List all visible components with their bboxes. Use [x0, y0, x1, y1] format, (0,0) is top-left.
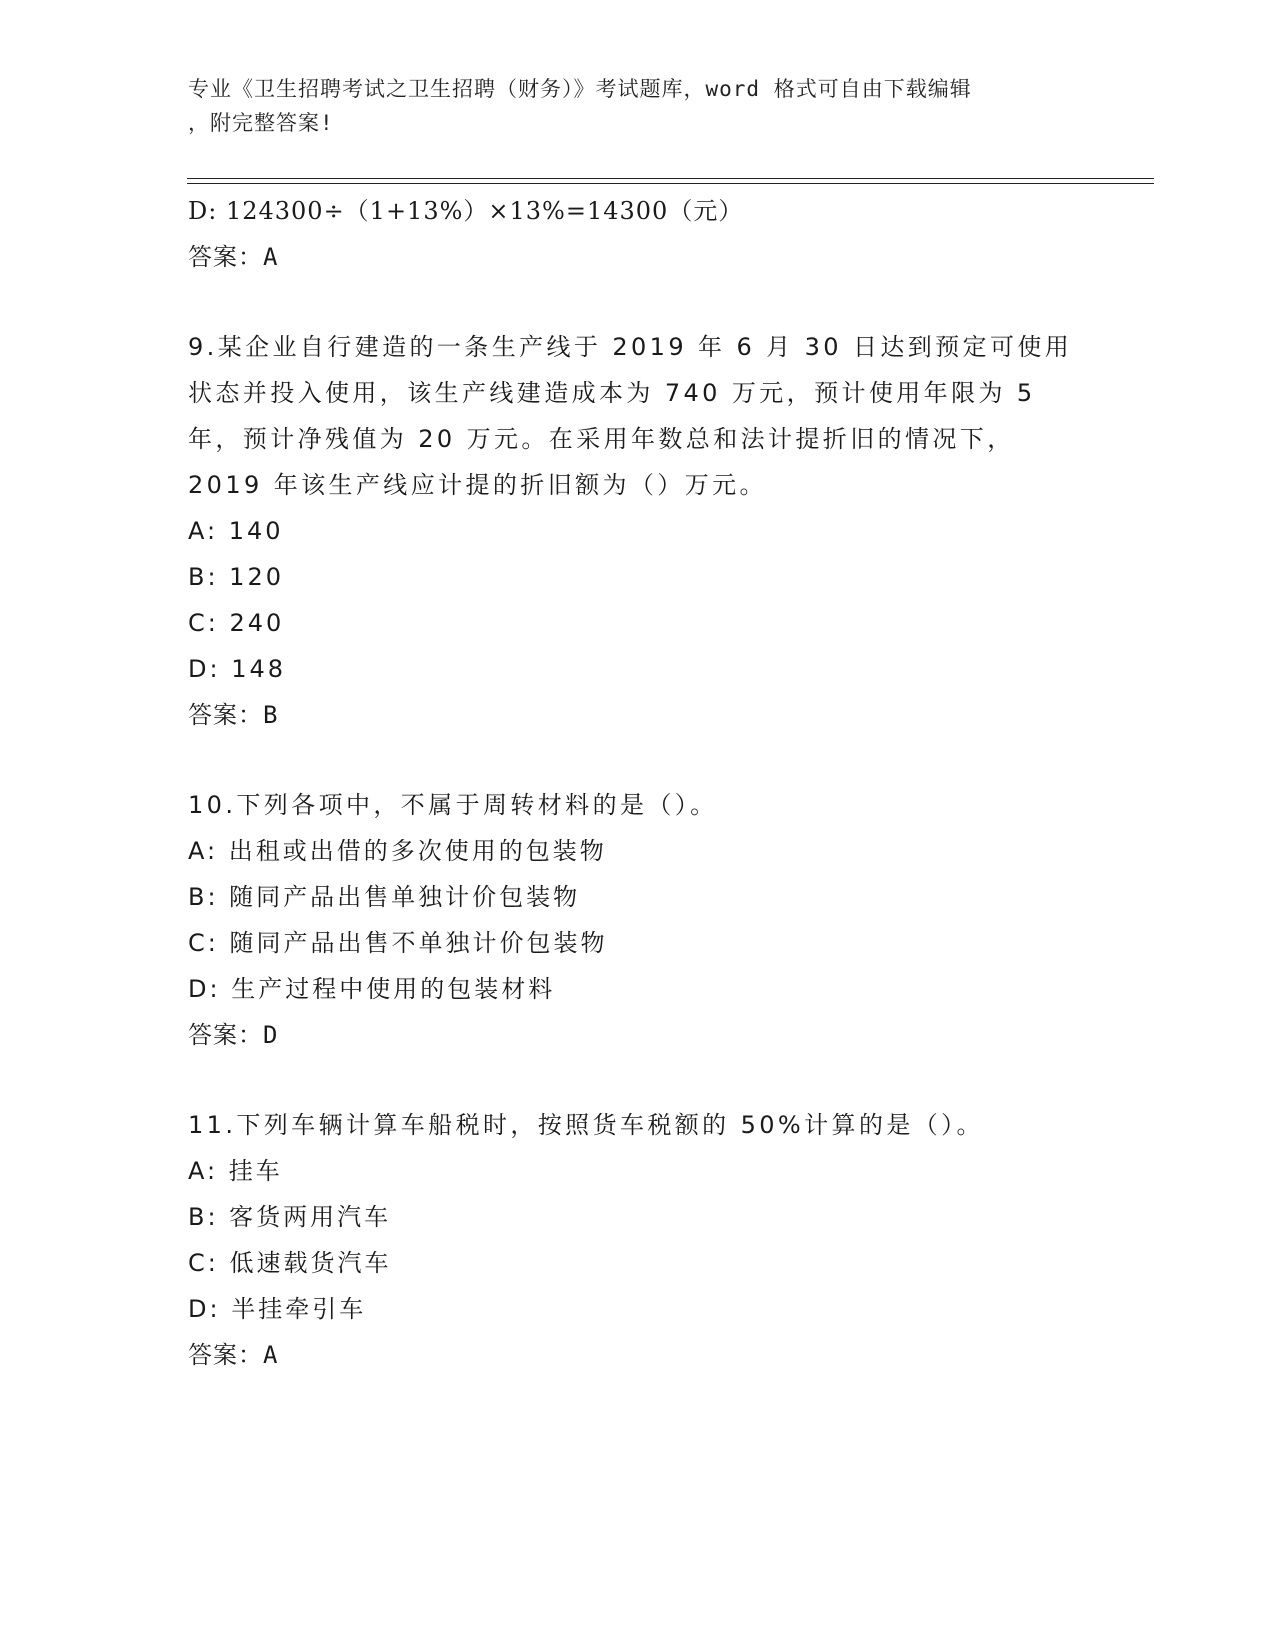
option-b: B: 客货两用汽车 — [188, 1203, 392, 1231]
previous-question-tail — [188, 188, 1088, 280]
option-d: D: 生产过程中使用的包装材料 — [188, 975, 556, 1003]
answer: 答案：D — [188, 1021, 279, 1049]
question-stem-line: 11.下列车辆计算车船税时，按照货车税额的 50%计算的是（）。 — [188, 1111, 984, 1139]
document-body — [188, 188, 1088, 1378]
option-a: A: 140 — [188, 517, 284, 545]
answer: 答案：B — [188, 701, 279, 729]
answer: 答案：A — [188, 243, 279, 271]
option-c: C: 随同产品出售不单独计价包装物 — [188, 929, 608, 957]
question-stem-line: 2019 年该生产线应计提的折旧额为（）万元。 — [188, 471, 767, 499]
option-d: D: 148 — [188, 655, 287, 683]
option-c: C: 低速载货汽车 — [188, 1249, 392, 1277]
question-stem-line: 9.某企业自行建造的一条生产线于 2019 年 6 月 30 日达到预定可使用 — [188, 333, 1073, 361]
document-header — [188, 72, 1088, 140]
question-stem-line: 年，预计净残值为 20 万元。在采用年数总和法计提折旧的情况下， — [188, 425, 1015, 453]
answer: 答案：A — [188, 1341, 279, 1369]
option-b: B: 120 — [188, 563, 284, 591]
option-a: A: 挂车 — [188, 1157, 283, 1185]
option-d: D: 半挂牵引车 — [188, 1295, 367, 1323]
question-stem-line: 状态并投入使用，该生产线建造成本为 740 万元，预计使用年限为 5 — [188, 379, 1036, 407]
header-divider-top — [187, 178, 1154, 179]
header-divider-bottom — [187, 183, 1154, 184]
option-a: A: 出租或出借的多次使用的包装物 — [188, 837, 607, 865]
option-c: C: 240 — [188, 609, 285, 637]
option-d: D: 124300÷（1+13%）×13%=14300（元） — [188, 197, 744, 225]
question-stem-line: 10.下列各项中，不属于周转材料的是（）。 — [188, 791, 718, 819]
header-line-2: ，附完整答案! — [188, 111, 334, 135]
option-b: B: 随同产品出售单独计价包装物 — [188, 883, 581, 911]
question-11 — [188, 1102, 1088, 1378]
question-10 — [188, 782, 1088, 1058]
header-line-1: 专业《卫生招聘考试之卫生招聘（财务）》考试题库，word 格式可自由下载编辑 — [188, 77, 972, 101]
question-9 — [188, 324, 1088, 738]
